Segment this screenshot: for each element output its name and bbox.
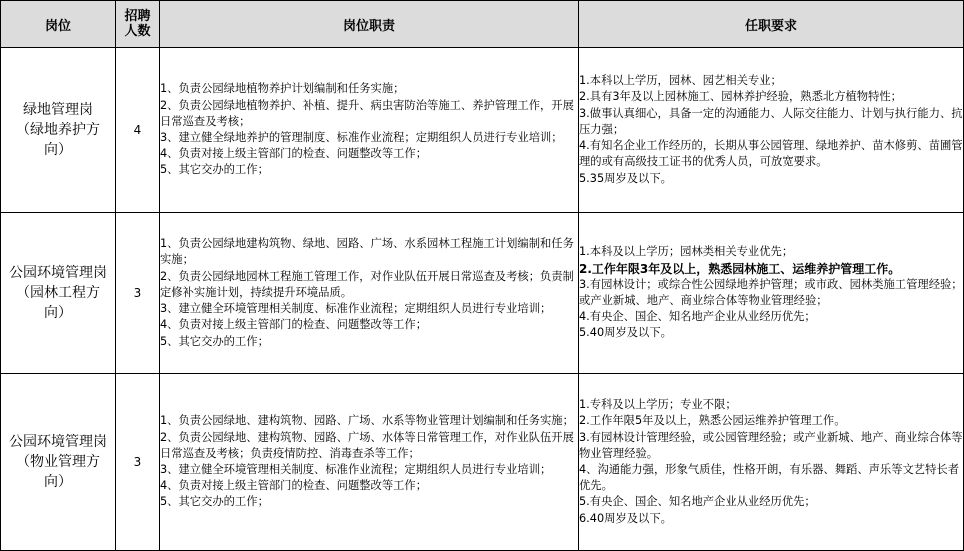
requirements-cell [579, 374, 964, 551]
requirement-item: 3.有园林设计；或综合性公园绿地养护管理；或市政、园林类施工管理经验；或产业新城、地产、商业综合体等物业管理经验； [579, 277, 963, 307]
duties-cell [160, 374, 579, 551]
requirements-cell [579, 213, 964, 374]
table-row [1, 48, 964, 213]
requirements-cell [579, 48, 964, 213]
duty-item: 2、负责公园绿地、建构筑物、园路、广场、水体等日常管理工作，对作业队伍开展日常巡查及考核；负责疫情防控、消毒查杀等工作； [160, 430, 574, 460]
headcount-cell: 4 [116, 48, 160, 213]
requirement-item: 3.做事认真细心，具备一定的沟通能力、人际交往能力、计划与执行能力、抗压力强； [579, 106, 963, 136]
table-row [1, 213, 964, 374]
duty-item: 5、其它交办的工作； [160, 334, 269, 348]
duty-item: 3、建立健全环境管理相关制度、标准作业流程；定期组织人员进行专业培训； [160, 463, 552, 476]
duties-cell [160, 213, 579, 374]
position-title: 绿地管理岗 [23, 102, 93, 118]
requirement-item: 4.有央企、国企、知名地产企业从业经历优先； [579, 310, 816, 324]
header-count [116, 1, 160, 48]
requirement-item: 1.本科以上学历，园林、园艺相关专业； [579, 74, 782, 88]
position-direction: （园林工程方 [16, 285, 100, 301]
position-direction-end: 向） [44, 474, 72, 490]
duty-item: 2、负责公园绿地园林工程施工管理工作，对作业队伍开展日常巡查及考核；负责制定修补实施计划，持续提升环境品质。 [160, 269, 574, 299]
requirement-item: 2.工作年限5年及以上，熟悉公园运维养护管理工作。 [579, 414, 846, 428]
duty-item: 2、负责公园绿地植物养护、补植、提升、病虫害防治等施工、养护管理工作，开展日常巡查及考核； [160, 98, 574, 128]
duty-item: 3、建立健全环境管理相关制度、标准作业流程；定期组织人员进行专业培训； [160, 302, 552, 316]
duty-item: 4、负责对接上级主管部门的检查、问题整改等工作； [160, 147, 428, 161]
duty-item: 4、负责对接上级主管部门的检查、问题整改等工作； [160, 479, 428, 493]
header-count-line2: 人数 [124, 24, 151, 39]
position-direction-end: 向） [44, 305, 72, 321]
requirement-item: 5.35周岁及以下。 [579, 171, 672, 185]
duty-item: 5、其它交办的工作； [160, 495, 269, 509]
header-duties: 岗位职责 [160, 1, 579, 48]
table-row [1, 374, 964, 551]
header-requirements: 任职要求 [579, 1, 964, 48]
requirement-item: 5.有央企、国企、知名地产企业从业经历优先； [579, 495, 816, 509]
duty-item: 1、负责公园绿地、建构筑物、园路、广场、水系等物业管理计划编制和任务实施； [160, 414, 574, 428]
requirement-item-emphasized: 2.工作年限3年及以上，熟悉园林施工、运维养护管理工作。 [579, 261, 901, 276]
position-direction: （物业管理方 [16, 454, 100, 470]
duty-item: 1、负责公园绿地建构筑物、绿地、园路、广场、水系园林工程施工计划编制和任务实施； [160, 237, 574, 267]
position-cell [1, 213, 116, 374]
position-title: 公园环境管理岗 [9, 434, 107, 450]
duties-cell [160, 48, 579, 213]
requirement-item: 5.40周岁及以下。 [579, 326, 672, 340]
duty-item: 4、负责对接上级主管部门的检查、问题整改等工作； [160, 318, 428, 332]
requirement-item: 2.具有3年及以上园林施工、园林养护经验，熟悉北方植物特性； [579, 90, 902, 104]
duty-item: 5、其它交办的工作； [160, 163, 269, 177]
duty-item: 1、负责公园绿地植物养护计划编制和任务实施； [160, 82, 405, 96]
headcount-cell: 3 [116, 213, 160, 374]
header-row [1, 1, 964, 48]
position-title: 公园环境管理岗 [9, 265, 107, 281]
requirement-item: 1.本科及以上学历；园林类相关专业优先； [579, 245, 794, 259]
requirement-item: 3.有园林设计管理经验，或公园管理经验；或产业新城、地产、商业综合体等物业管理经验。 [579, 430, 963, 460]
position-direction: （绿地养护方 [16, 122, 100, 138]
header-position: 岗位 [1, 1, 116, 48]
requirement-item: 6.40周岁及以下。 [579, 511, 672, 525]
position-direction-end: 向） [44, 142, 72, 158]
headcount-cell: 3 [116, 374, 160, 551]
requirement-item: 4.有知名企业工作经历的，长期从事公园管理、绿地养护、苗木修剪、苗圃管理的或有高级技工证书的优秀人员，可放宽要求。 [579, 139, 963, 169]
duty-item: 3、建立健全绿地养护的管理制度、标准作业流程；定期组织人员进行专业培训； [160, 131, 563, 144]
header-count-line1: 招聘 [124, 9, 151, 24]
requirement-item: 4、沟通能力强，形象气质佳，性格开朗，有乐器、舞蹈、声乐等文艺特长者优先。 [579, 463, 959, 493]
position-cell [1, 374, 116, 551]
requirement-item: 1.专科及以上学历；专业不限； [579, 398, 737, 412]
position-cell [1, 48, 116, 213]
